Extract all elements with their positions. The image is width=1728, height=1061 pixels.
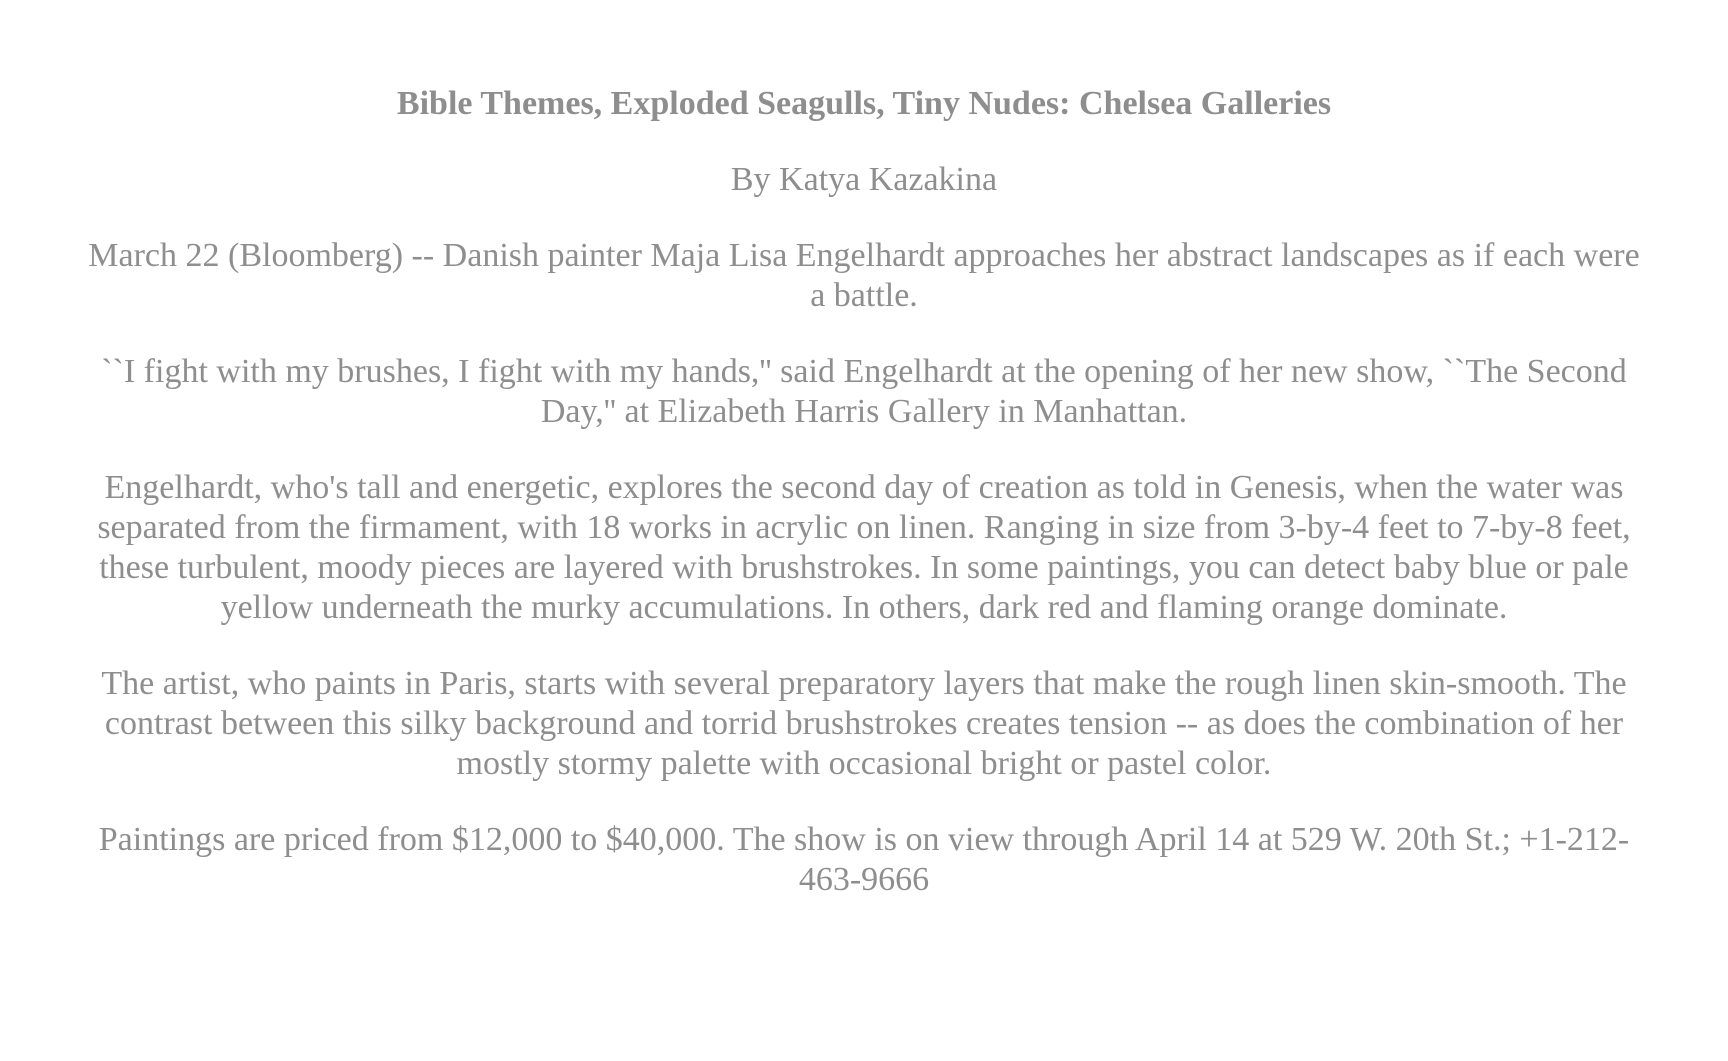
- article: [84, 0, 1644, 900]
- article-headline: Bible Themes, Exploded Seagulls, Tiny Nudes: Chelsea Galleries: [396, 85, 1332, 122]
- article-paragraph: March 22 (Bloomberg) -- Danish painter Maja Lisa Engelhardt approaches her abstract landscapes as if each were a battle.: [88, 237, 1640, 314]
- article-paragraph: ``I fight with my brushes, I fight with my hands,'' said Engelhardt at the opening of her new show, ``The Second Day,'' at Elizabeth Harris Gallery in Manhattan.: [101, 353, 1627, 430]
- article-paragraph: The artist, who paints in Paris, starts with several preparatory layers that make the rough linen skin-smooth. The contrast between this silky background and torrid brushstrokes creates tension -- as does the combination of her mostly stormy palette with occasional bright or pastel color.: [101, 665, 1627, 782]
- article-byline: By Katya Kazakina: [730, 161, 998, 198]
- article-paragraph: Paintings are priced from $12,000 to $40,000. The show is on view through April 14 at 529 W. 20th St.; +1-212-463-9666: [98, 821, 1630, 898]
- article-paragraph: Engelhardt, who's tall and energetic, explores the second day of creation as told in Genesis, when the water was separated from the firmament, with 18 works in acrylic on linen. Ranging in size from 3-by-4 feet to 7-by-8 feet, these turbulent, moody pieces are layered with brushstrokes. In some paintings, you can detect baby blue or pale yellow underneath the murky accumulations. In others, dark red and flaming orange dominate.: [97, 469, 1631, 626]
